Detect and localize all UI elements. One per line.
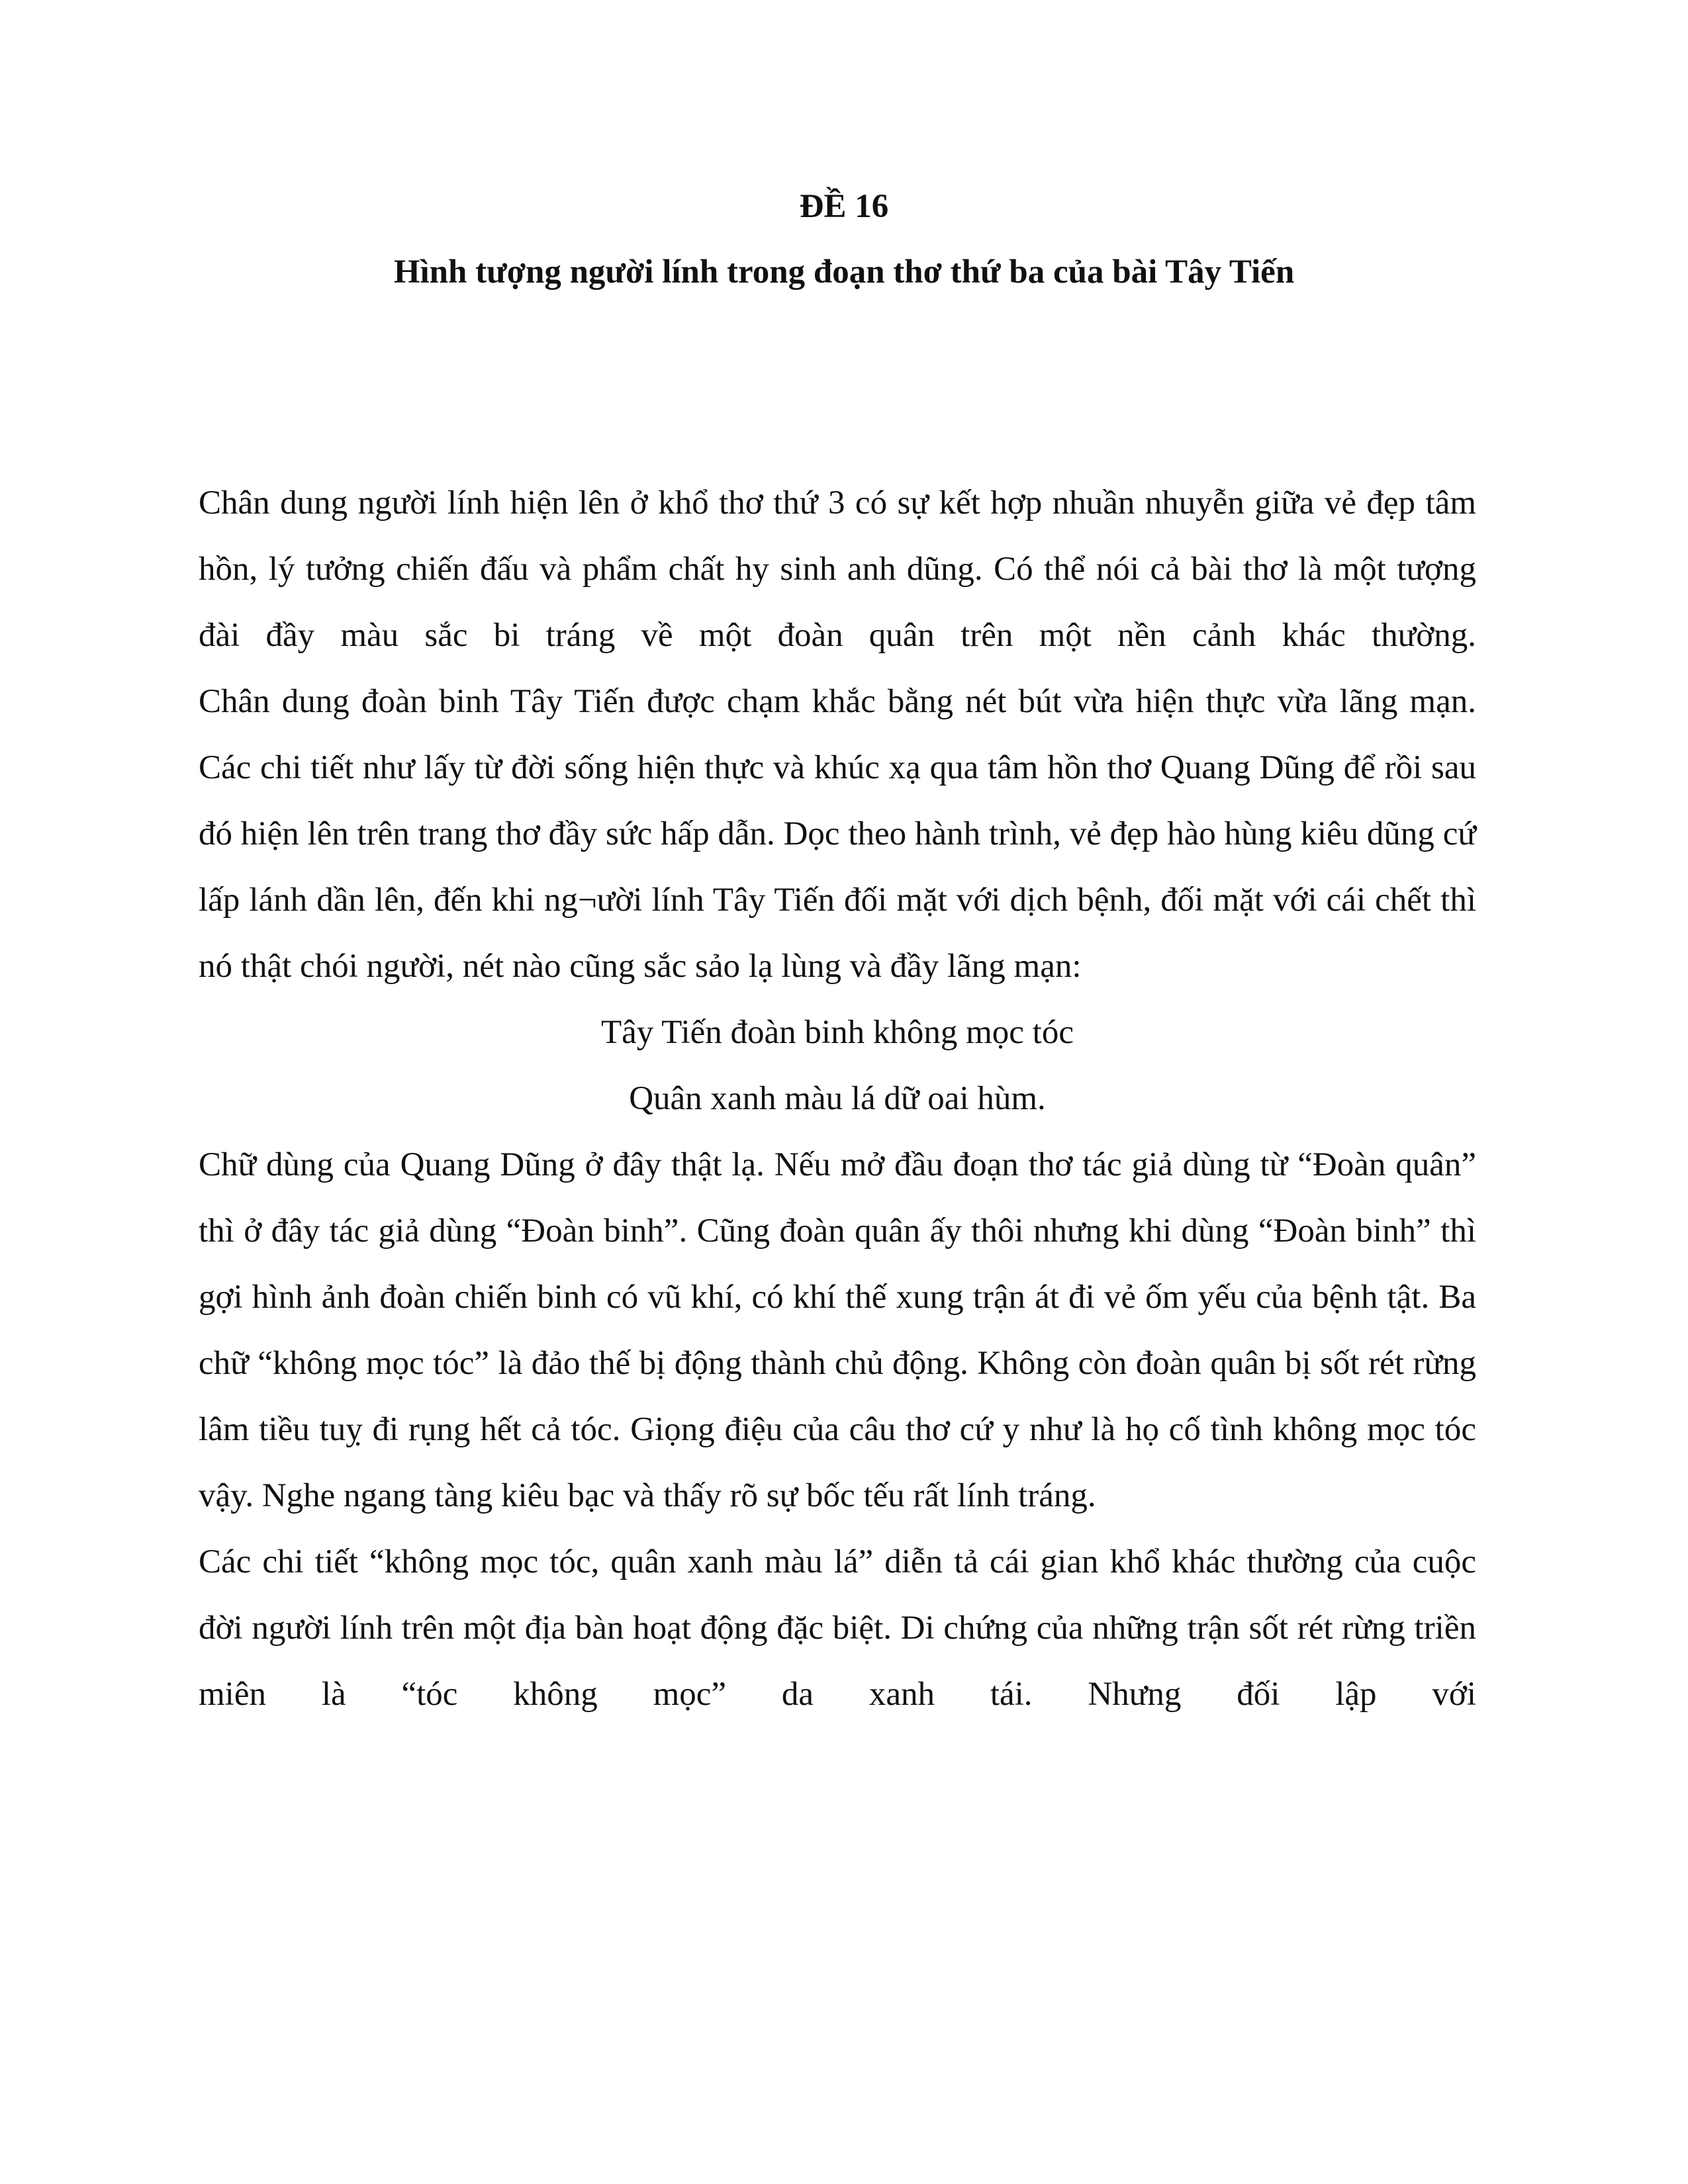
- document-title: Hình tượng người lính trong đoạn thơ thứ ba của bài Tây Tiến: [393, 253, 1295, 291]
- document-number: ĐỀ 16: [799, 188, 889, 225]
- paragraph-word-choice: Chữ dùng của Quang Dũng ở đây thật lạ. Nếu mở đầu đoạn thơ tác giả dùng từ “Đoàn quân” thì ở đây tác giả dùng “Đoàn binh”. Cũng đoàn quân ấy thôi nhưng khi dùng “Đoàn binh” thì gợi hình ảnh đoàn chiến binh có vũ khí, có khí thế xung trận át đi vẻ ốm yếu của bệnh tật. Ba chữ “không mọc tóc” là đảo thế bị động thành chủ động. Không còn đoàn quân bị sốt rét rừng lâm tiều tuỵ đi rụng hết cả tóc. Giọng điệu của câu thơ cứ y như là họ cố tình không mọc tóc vậy. Nghe ngang tàng kiêu bạc và thấy rõ sự bốc tếu rất lính tráng.: [199, 1146, 1476, 1514]
- verse-line-1: Tây Tiến đoàn binh không mọc tóc: [601, 1014, 1074, 1051]
- verse-line-2: Quân xanh màu lá dữ oai hùm.: [629, 1080, 1046, 1117]
- document-body: [199, 470, 1476, 1727]
- paragraph-intro: Chân dung người lính hiện lên ở khổ thơ thứ 3 có sự kết hợp nhuần nhuyễn giữa vẻ đẹp tâm hồn, lý tưởng chiến đấu và phẩm chất hy sinh anh dũng. Có thể nói cả bài thơ là một tượng đài đầy màu sắc bi tráng về một đoàn quân trên một nền cảnh khác thường.: [199, 484, 1476, 654]
- paragraph-portrait: Chân dung đoàn binh Tây Tiến được chạm khắc bằng nét bút vừa hiện thực vừa lãng mạn. Các chi tiết như lấy từ đời sống hiện thực và khúc xạ qua tâm hồn thơ Quang Dũng để rồi sau đó hiện lên trên trang thơ đầy sức hấp dẫn. Dọc theo hành trình, vẻ đẹp hào hùng kiêu dũng cứ lấp lánh dần lên, đến khi ng¬ười lính Tây Tiến đối mặt với dịch bệnh, đối mặt với cái chết thì nó thật chói người, nét nào cũng sắc sảo lạ lùng và đầy lãng mạn:: [199, 683, 1476, 985]
- paragraph-details: Các chi tiết “không mọc tóc, quân xanh màu lá” diễn tả cái gian khổ khác thường của cuộc đời người lính trên một địa bàn hoạt động đặc biệt. Di chứng của những trận sốt rét rừng triền miên là “tóc không mọc” da xanh tái. Nhưng đối lập với: [199, 1543, 1476, 1713]
